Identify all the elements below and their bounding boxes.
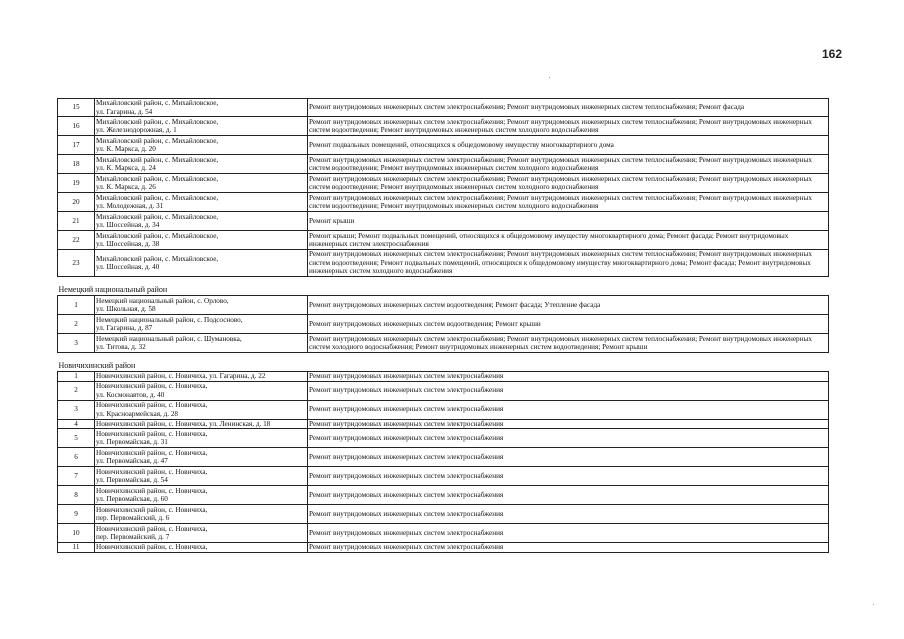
row-works: Ремонт внутридомовых инженерных систем электроснабжения; Ремонт внутридомовых инженерных систем теплоснабжения; Ремонт внутридомовых инженерных систем водоотведения; Ремонт внутридомовых инженерных систем холодного водоснабжения <box>308 193 829 212</box>
row-works: Ремонт внутридомовых инженерных систем электроснабжения <box>308 419 829 429</box>
row-address: Михайловский район, с. Михайловское, ул. К. Маркса, д. 20 <box>95 136 308 155</box>
row-address: Немецкий национальный район, с. Шумановка, ул. Титова, д. 32 <box>95 334 308 353</box>
row-number: 2 <box>58 315 95 334</box>
row-address: Михайловский район, с. Михайловское, ул. Шоссейная, д. 38 <box>95 231 308 250</box>
row-number: 2 <box>58 381 95 400</box>
row-number: 17 <box>58 136 95 155</box>
table-row <box>58 231 829 250</box>
row-address: Михайловский район, с. Михайловское, ул. Шоссейная, д. 40 <box>95 250 308 277</box>
row-number: 3 <box>58 334 95 353</box>
table-row <box>58 193 829 212</box>
row-works: Ремонт внутридомовых инженерных систем электроснабжения; Ремонт внутридомовых инженерных систем теплоснабжения; Ремонт внутридомовых инженерных систем водоотведения; Ремонт подвальных помещений, относящихся к общедомовому имуществу многоквартирного дома; Ремонт фасада; Ремонт внутридомовых инженерных систем холодного водоснабжения <box>308 250 829 277</box>
row-works: Ремонт внутридомовых инженерных систем электроснабжения <box>308 372 829 382</box>
table-row <box>58 448 829 467</box>
row-works: Ремонт внутридомовых инженерных систем электроснабжения; Ремонт внутридомовых инженерных систем теплоснабжения; Ремонт внутридомовых инженерных систем водоотведения; Ремонт внутридомовых инженерных систем холодного водоснабжения <box>308 155 829 174</box>
row-number: 18 <box>58 155 95 174</box>
section-header <box>58 277 829 296</box>
row-address: Немецкий национальный район, с. Подсосново, ул. Гагарина, д. 87 <box>95 315 308 334</box>
row-number: 4 <box>58 419 95 429</box>
row-works: Ремонт внутридомовых инженерных систем электроснабжения <box>308 543 829 553</box>
row-number: 19 <box>58 174 95 193</box>
row-number: 5 <box>58 429 95 448</box>
table-row <box>58 136 829 155</box>
row-works: Ремонт внутридомовых инженерных систем электроснабжения; Ремонт внутридомовых инженерных систем теплоснабжения; Ремонт внутридомовых инженерных систем холодного водоснабжения; Ремонт внутридомовых инженерных систем водоотведения; Ремонт крыши <box>308 334 829 353</box>
row-works: Ремонт внутридомовых инженерных систем электроснабжения; Ремонт внутридомовых инженерных систем теплоснабжения; Ремонт внутридомовых инженерных систем водоотведения; Ремонт внутридомовых инженерных систем холодного водоснабжения <box>308 117 829 136</box>
row-address: Новичихинский район, с. Новичиха, пер. Первомайский, д. 7 <box>95 524 308 543</box>
row-number: 10 <box>58 524 95 543</box>
table-row <box>58 99 829 117</box>
table-row <box>58 250 829 277</box>
row-number: 16 <box>58 117 95 136</box>
row-works: Ремонт внутридомовых инженерных систем электроснабжения <box>308 505 829 524</box>
row-number: 23 <box>58 250 95 277</box>
row-address: Новичихинский район, с. Новичиха, ул. Первомайская, д. 60 <box>95 486 308 505</box>
table-row <box>58 467 829 486</box>
row-works: Ремонт внутридомовых инженерных систем электроснабжения; Ремонт внутридомовых инженерных систем теплоснабжения; Ремонт фасада <box>308 99 829 117</box>
row-address: Михайловский район, с. Михайловское, ул. Железнодорожная, д. 1 <box>95 117 308 136</box>
row-address: Новичихинский район, с. Новичиха, ул. Первомайская, д. 54 <box>95 467 308 486</box>
table-row <box>58 524 829 543</box>
row-address: Новичихинский район, с. Новичиха, ул. Гагарина, д. 22 <box>95 372 308 382</box>
table-row <box>58 543 829 553</box>
row-number: 8 <box>58 486 95 505</box>
table-row <box>58 174 829 193</box>
row-works: Ремонт внутридомовых инженерных систем электроснабжения; Ремонт внутридомовых инженерных систем теплоснабжения; Ремонт внутридомовых инженерных систем водоотведения; Ремонт внутридомовых инженерных систем холодного водоснабжения <box>308 174 829 193</box>
table-row <box>58 334 829 353</box>
row-works: Ремонт внутридомовых инженерных систем электроснабжения <box>308 486 829 505</box>
row-address: Михайловский район, с. Михайловское, ул. Шоссейная, д. 34 <box>95 212 308 231</box>
page-number: 162 <box>822 47 843 61</box>
section-title-novichikhinsky: Новичихинский район <box>58 353 829 372</box>
table-row <box>58 315 829 334</box>
table-row <box>58 381 829 400</box>
scan-speck <box>873 604 874 605</box>
row-address: Новичихинский район, с. Новичиха, пер. Первомайский, д. 6 <box>95 505 308 524</box>
row-works: Ремонт подвальных помещений, относящихся к общедомовому имуществу многоквартирного дома <box>308 136 829 155</box>
row-number: 21 <box>58 212 95 231</box>
row-number: 3 <box>58 400 95 419</box>
row-address: Новичихинский район, с. Новичиха, ул. Красноармейская, д. 28 <box>95 400 308 419</box>
row-works: Ремонт крыши <box>308 212 829 231</box>
row-works: Ремонт внутридомовых инженерных систем электроснабжения <box>308 400 829 419</box>
row-address: Михайловский район, с. Михайловское, ул. К. Маркса, д. 26 <box>95 174 308 193</box>
table-row <box>58 486 829 505</box>
row-address: Новичихинский район, с. Новичиха, <box>95 543 308 553</box>
row-address: Михайловский район, с. Михайловское, ул. Молодежная, д. 31 <box>95 193 308 212</box>
row-works: Ремонт внутридомовых инженерных систем электроснабжения <box>308 448 829 467</box>
table-row <box>58 400 829 419</box>
row-works: Ремонт внутридомовых инженерных систем водоотведения; Ремонт фасада; Утепление фасада <box>308 296 829 315</box>
table-row <box>58 212 829 231</box>
row-address: Михайловский район, с. Михайловское, ул. Гагарина, д. 54 <box>95 99 308 117</box>
table-row <box>58 372 829 382</box>
row-number: 1 <box>58 372 95 382</box>
row-number: 20 <box>58 193 95 212</box>
row-number: 1 <box>58 296 95 315</box>
table-row <box>58 505 829 524</box>
row-address: Новичихинский район, с. Новичиха, ул. Первомайская, д. 47 <box>95 448 308 467</box>
section-title-nemetsky: Немецкий национальный район <box>58 277 829 296</box>
row-address: Новичихинский район, с. Новичиха, ул. Первомайская, д. 31 <box>95 429 308 448</box>
row-address: Новичихинский район, с. Новичиха, ул. Космонавтов, д. 40 <box>95 381 308 400</box>
row-number: 11 <box>58 543 95 553</box>
repair-program-table <box>57 98 829 553</box>
table-row <box>58 117 829 136</box>
row-number: 6 <box>58 448 95 467</box>
section-header <box>58 353 829 372</box>
row-works: Ремонт крыши; Ремонт подвальных помещений, относящихся к общедомовому имуществу многоквартирного дома; Ремонт фасада; Ремонт внутридомовых инженерных систем электроснабжения <box>308 231 829 250</box>
row-works: Ремонт внутридомовых инженерных систем электроснабжения <box>308 381 829 400</box>
row-works: Ремонт внутридомовых инженерных систем электроснабжения <box>308 467 829 486</box>
row-works: Ремонт внутридомовых инженерных систем электроснабжения <box>308 524 829 543</box>
row-address: Новичихинский район, с. Новичиха, ул. Ленинская, д. 18 <box>95 419 308 429</box>
row-number: 15 <box>58 99 95 117</box>
row-number: 22 <box>58 231 95 250</box>
row-address: Михайловский район, с. Михайловское, ул. К. Маркса, д. 24 <box>95 155 308 174</box>
scan-speck <box>549 77 550 78</box>
row-works: Ремонт внутридомовых инженерных систем водоотведения; Ремонт крыши <box>308 315 829 334</box>
row-address: Немецкий национальный район, с. Орлово, ул. Школьная, д. 58 <box>95 296 308 315</box>
table-row <box>58 429 829 448</box>
table-row <box>58 419 829 429</box>
row-number: 7 <box>58 467 95 486</box>
row-number: 9 <box>58 505 95 524</box>
row-works: Ремонт внутридомовых инженерных систем электроснабжения <box>308 429 829 448</box>
table-row <box>58 155 829 174</box>
table-row <box>58 296 829 315</box>
